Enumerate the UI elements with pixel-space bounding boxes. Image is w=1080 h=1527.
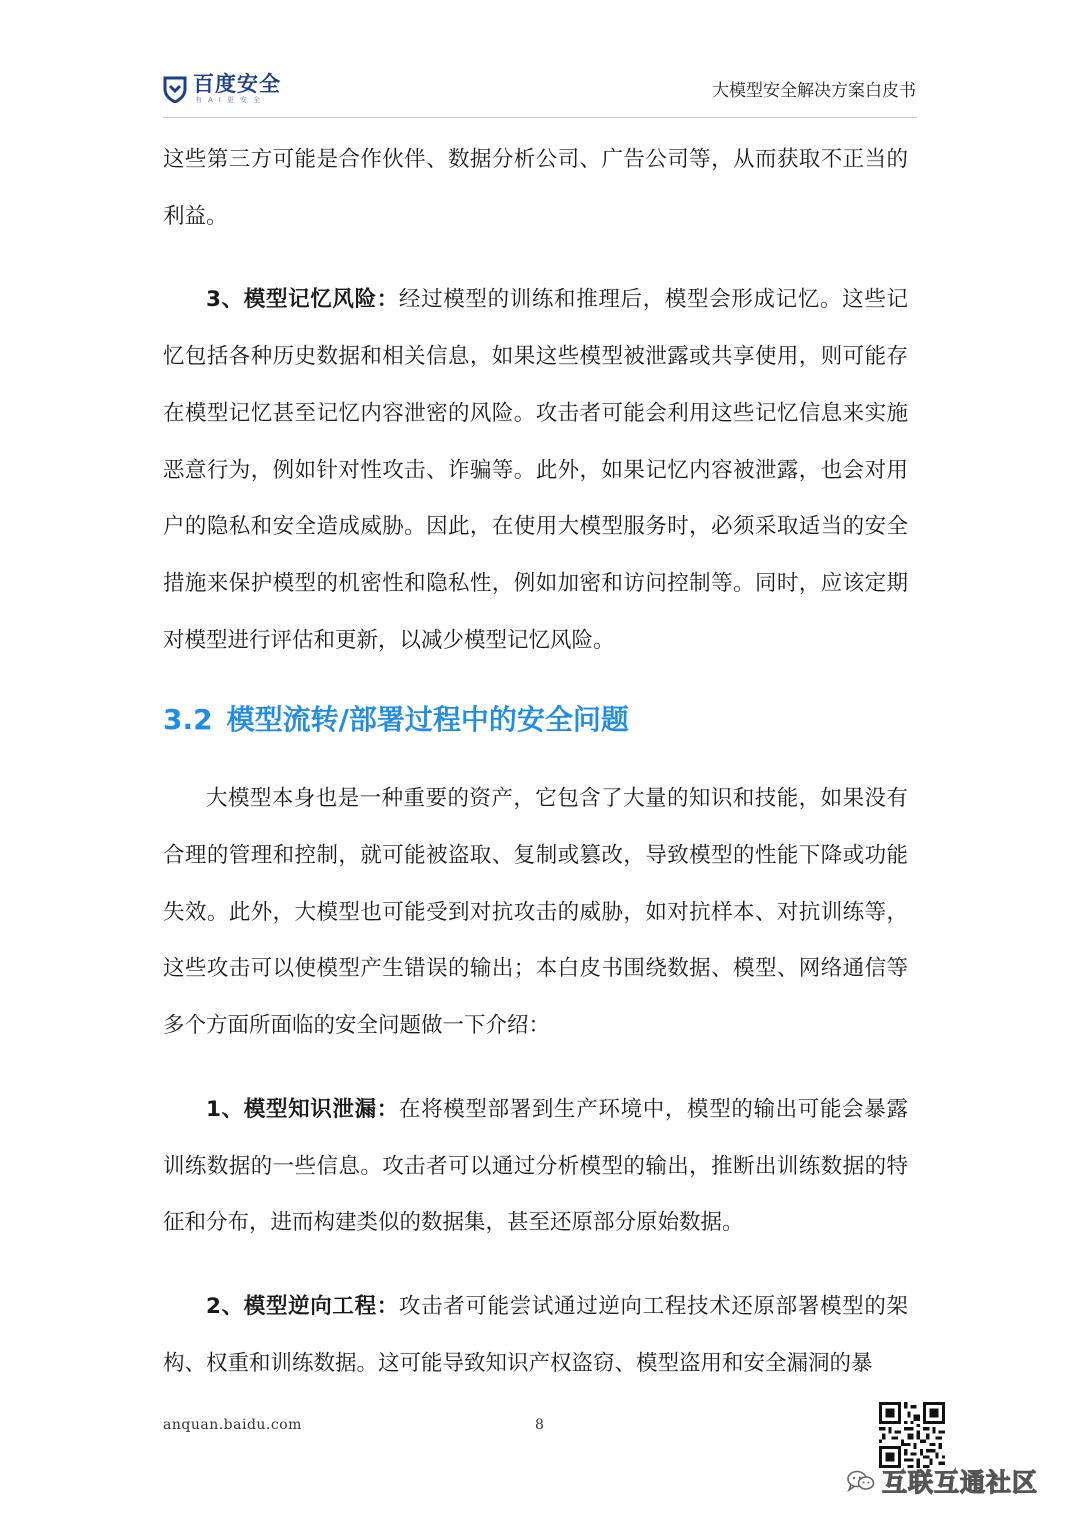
paragraph-gap xyxy=(163,245,908,272)
logo-title: 百度安全 xyxy=(193,72,281,96)
logo-subtitle: 有AI更安全 xyxy=(195,96,266,104)
footer-url: anquan.baidu.com xyxy=(163,1417,302,1433)
header-divider xyxy=(163,117,917,118)
item-text: 经过模型的训练和推理后，模型会形成记忆。这些记忆包括各种历史数据和相关信息，如果这些模型被泄露或共享使用，则可能存在模型记忆甚至记忆内容泄密的风险。攻击者可能会利用这些记忆信息来实施恶意行为，例如针对性攻击、诈骗等。此外，如果记忆内容被泄露，也会对用户的隐私和安全造成威胁。因此，在使用大模型服务时，必须采取适当的安全措施来保护模型的机密性和隐私性，例如加密和访问控制等。同时，应该定期对模型进行评估和更新，以减少模型记忆风险。 xyxy=(163,287,908,653)
item-title: 3、模型记忆风险： xyxy=(206,287,399,313)
paragraph-gap xyxy=(163,1252,908,1279)
logo-text xyxy=(193,72,281,105)
paragraph-reverse-engineering xyxy=(163,1279,908,1392)
paragraph-gap xyxy=(163,1055,908,1082)
section-heading xyxy=(163,700,908,740)
wechat-icon xyxy=(846,1469,876,1493)
watermark-text: 互联互通社区 xyxy=(882,1468,1039,1497)
item-title: 2、模型逆向工程： xyxy=(206,1293,399,1319)
watermark xyxy=(846,1463,1038,1499)
baidu-security-shield-icon xyxy=(163,75,187,103)
paragraph-third-parties: 这些第三方可能是合作伙伴、数据分析公司、广告公司等，从而获取不正当的利益。 xyxy=(163,147,908,229)
qr-code-icon xyxy=(879,1402,945,1468)
item-text: 攻击者可能尝试通过逆向工程技术还原部署模型的架构、权重和训练数据。这可能导致知识产权盗窃、模型盗用和安全漏洞的暴 xyxy=(163,1293,908,1376)
item-text: 在将模型部署到生产环境中，模型的输出可能会暴露训练数据的一些信息。攻击者可以通过分析模型的输出，推断出训练数据的特征和分布，进而构建类似的数据集，甚至还原部分原始数据。 xyxy=(163,1096,908,1236)
page-number: 8 xyxy=(535,1417,544,1433)
item-title: 1、模型知识泄漏： xyxy=(206,1096,399,1122)
baidu-security-logo xyxy=(163,72,281,108)
paragraph-model-memory-risk xyxy=(163,272,908,669)
section-number: 3.2 xyxy=(163,703,213,737)
paragraph-knowledge-leak xyxy=(163,1082,908,1252)
paragraph-model-asset: 大模型本身也是一种重要的资产，它包含了大量的知识和技能，如果没有合理的管理和控制，就可能被盗取、复制或篡改，导致模型的性能下降或功能失效。此外，大模型也可能受到对抗攻击的威胁，如对抗样本、对抗训练等，这些攻击可以使模型产生错误的输出；本白皮书围绕数据、模型、网络通信等多个方面所面临的安全问题做一下介绍： xyxy=(163,786,908,1039)
page-header xyxy=(0,0,1080,120)
section-title: 模型流转/部署过程中的安全问题 xyxy=(226,703,629,737)
document-title: 大模型安全解决方案白皮书 xyxy=(712,81,916,101)
page-content xyxy=(163,132,908,1392)
